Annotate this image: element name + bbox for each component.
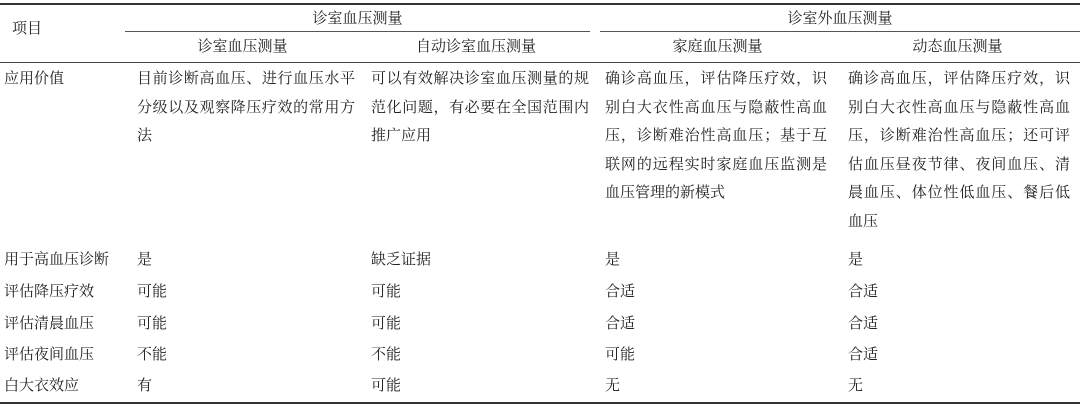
table-cell: 不能 <box>371 345 402 363</box>
table-cell: 合适 <box>848 282 879 300</box>
value-cell-office: 目前诊断高血压、进行血压水平分级以及观察降压疗效的常用方法 <box>137 69 355 145</box>
table-top-rule <box>0 3 1080 5</box>
header-col-office: 诊室血压测量 <box>197 37 288 55</box>
table-cell: 可能 <box>137 314 168 332</box>
group-office-rule <box>125 31 590 32</box>
value-cell-home: 确诊高血压，评估降压疗效，识别白大衣性高血压与隐蔽性高血压，诊断难治性高血压；基于互联网的远程实时家庭血压监测是血压管理的新模式 <box>605 69 827 202</box>
row-label-white-coat: 白大衣效应 <box>4 376 80 394</box>
header-item-label: 项目 <box>12 19 43 37</box>
header-group-outside: 诊室外血压测量 <box>787 9 893 27</box>
header-col-home: 家庭血压测量 <box>672 37 763 55</box>
group-outside-rule <box>600 31 1080 32</box>
table-cell: 有 <box>137 376 153 394</box>
header-col-auto-office: 自动诊室血压测量 <box>415 37 536 55</box>
table-cell: 是 <box>848 250 864 268</box>
table-cell: 是 <box>137 250 153 268</box>
table-cell: 可能 <box>371 376 402 394</box>
table-header-rule <box>0 62 1080 63</box>
table-cell: 合适 <box>848 345 879 363</box>
table-cell: 合适 <box>605 282 636 300</box>
table-bottom-rule <box>0 402 1080 404</box>
header-col-ambulatory: 动态血压测量 <box>912 37 1003 55</box>
row-label-diagnosis: 用于高血压诊断 <box>4 250 110 268</box>
value-cell-ambulatory: 确诊高血压，评估降压疗效，识别白大衣性高血压与隐蔽性高血压，诊断难治性高血压；还可评估血压昼夜节律、夜间血压、清晨血压、体位性低血压、餐后低血压 <box>848 69 1070 230</box>
table-cell: 是 <box>605 250 621 268</box>
header-group-office: 诊室血压测量 <box>312 9 403 27</box>
table-cell: 合适 <box>848 314 879 332</box>
table-cell: 可能 <box>137 282 168 300</box>
table-cell: 可能 <box>605 345 636 363</box>
row-label-efficacy: 评估降压疗效 <box>4 282 95 300</box>
row-label-night: 评估夜间血压 <box>4 345 95 363</box>
table-cell: 不能 <box>137 345 168 363</box>
table-cell: 可能 <box>371 282 402 300</box>
row-label-value: 应用价值 <box>4 69 65 87</box>
table-cell: 无 <box>605 376 621 394</box>
table-cell: 可能 <box>371 314 402 332</box>
value-cell-auto-office: 可以有效解决诊室血压测量的规范化问题，有必要在全国范围内推广应用 <box>371 69 589 145</box>
table-cell: 缺乏证据 <box>371 250 432 268</box>
row-label-morning: 评估清晨血压 <box>4 314 95 332</box>
table-cell: 无 <box>848 376 864 394</box>
table-cell: 合适 <box>605 314 636 332</box>
